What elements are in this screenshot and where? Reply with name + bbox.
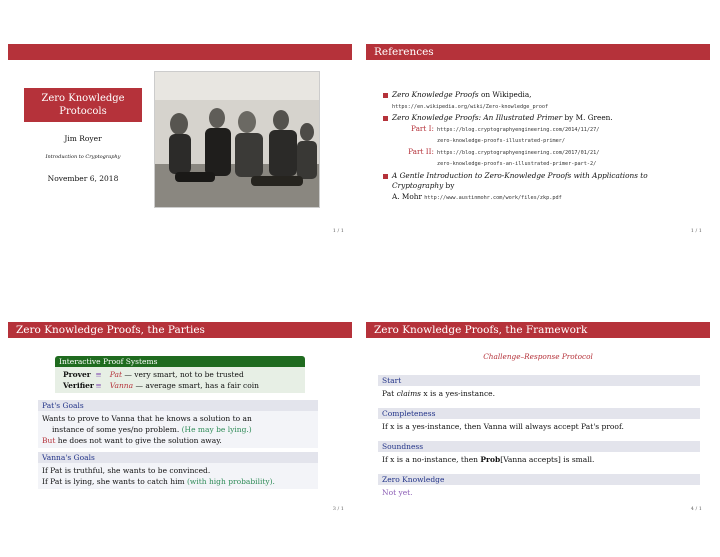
verifier-name: Vanna — [109, 381, 134, 390]
start-body — [378, 386, 700, 401]
slide2-title: References — [374, 46, 434, 58]
vanna-goal-line: If Pat is truthful, she wants to be convinced. — [42, 466, 211, 475]
ref-title: A Gentle Introduction to Zero-Knowledge Proofs with Applications to Cryptography — [392, 170, 648, 190]
slide1-page-number: 1 / 1 — [332, 228, 344, 234]
protocol-subtitle: Challenge–Response Protocol — [483, 352, 593, 361]
zk-head: Zero Knowledge — [378, 474, 700, 485]
equiv-symbol: ≡ — [95, 370, 102, 379]
historic-photo — [154, 71, 320, 208]
pat-goal-but: But — [42, 436, 56, 445]
slide3-title-bar — [8, 322, 352, 338]
soundness-text: [Vanna accepts] is small. — [500, 455, 595, 464]
pat-goal-line: instance of some yes/no problem. — [52, 425, 180, 434]
slide-references — [366, 40, 710, 245]
bullet-icon — [383, 174, 388, 179]
slide3-page-number: 3 / 1 — [332, 506, 344, 512]
ref-item — [392, 113, 692, 170]
start-claims: claims — [396, 389, 422, 398]
vanna-goals-head: Vanna's Goals — [38, 452, 318, 463]
completeness-block — [378, 408, 700, 434]
soundness-body — [378, 452, 700, 467]
equiv-symbol: ≡ — [95, 381, 102, 390]
part1-label: Part I: — [410, 123, 434, 133]
ref-suffix: by M. Green. — [562, 113, 613, 122]
part1-url-b[interactable]: zero-knowledge-proofs-illustrated-primer/ — [437, 138, 566, 144]
slide-framework — [366, 318, 710, 523]
references-list — [392, 90, 692, 203]
soundness-block — [378, 441, 700, 467]
ref-title: Zero Knowledge Proofs: An Illustrated Primer — [392, 113, 563, 122]
slide-parties — [8, 318, 352, 523]
ref-url[interactable]: https://en.wikipedia.org/wiki/Zero-knowledge_proof — [392, 103, 549, 110]
completeness-head: Completeness — [378, 408, 700, 419]
soundness-head: Soundness — [378, 441, 700, 452]
start-text: Pat — [382, 389, 395, 398]
ref-item — [392, 90, 692, 112]
date: November 6, 2018 — [47, 174, 119, 183]
slide1-top-bar — [8, 44, 352, 60]
ref-author: A. Mohr — [392, 191, 422, 201]
title-box — [24, 88, 142, 122]
pat-goals-body — [38, 411, 318, 448]
part2-label: Part II: — [408, 146, 434, 156]
slide3-title: Zero Knowledge Proofs, the Parties — [16, 324, 205, 336]
prover-label: Prover — [63, 370, 91, 379]
vanna-goals-block — [38, 452, 318, 489]
slide2-page-number: 1 / 1 — [690, 228, 702, 234]
vanna-goals-body — [38, 463, 318, 489]
pat-goal-line: Wants to prove to Vanna that he knows a solution to an — [42, 414, 252, 423]
pat-goals-block — [38, 400, 318, 448]
ref-item — [392, 171, 692, 204]
presentation-title: Zero Knowledge Protocols — [41, 93, 125, 117]
slide4-title-bar — [366, 322, 710, 338]
ref-url[interactable]: http://www.austinmohr.com/work/files/zkp.pdf — [424, 194, 562, 201]
zk-body: Not yet. — [382, 488, 413, 497]
zero-knowledge-block — [378, 474, 700, 500]
start-text: x is a yes-instance. — [423, 389, 495, 398]
ips-body — [55, 367, 305, 393]
ips-block — [55, 356, 305, 393]
vanna-goal-aside: (with high probability). — [186, 477, 275, 486]
prover-name: Pat — [109, 370, 122, 379]
slide2-title-bar — [366, 44, 710, 60]
vanna-goal-line: If Pat is lying, she wants to catch him — [42, 477, 185, 486]
bullet-icon — [383, 93, 388, 98]
part1-url-a[interactable]: https://blog.cryptographyengineering.com/2014/11/27/ — [437, 126, 600, 133]
slide4-title: Zero Knowledge Proofs, the Framework — [374, 324, 588, 336]
ips-head: Interactive Proof Systems — [55, 356, 305, 367]
start-head: Start — [378, 375, 700, 386]
soundness-prob: Prob — [480, 455, 501, 464]
pat-goal-aside: (He may be lying.) — [181, 425, 252, 434]
start-block — [378, 375, 700, 401]
author: Jim Royer — [64, 134, 102, 143]
pat-goals-head: Pat's Goals — [38, 400, 318, 411]
part2-url-a[interactable]: https://blog.cryptographyengineering.com/2017/01/21/ — [437, 149, 600, 156]
completeness-body: If x is a yes-instance, then Vanna will always accept Pat's proof. — [382, 422, 624, 431]
course: Introduction to Cryptography — [45, 154, 121, 160]
slide-title — [8, 40, 352, 245]
ref-suffix: by — [443, 181, 455, 190]
bullet-icon — [383, 116, 388, 121]
slide4-page-number: 4 / 1 — [690, 506, 702, 512]
soundness-text: If x is a no-instance, then — [382, 455, 479, 464]
ref-title: Zero Knowledge Proofs — [392, 90, 479, 99]
verifier-label: Verifier — [63, 381, 94, 390]
part2-url-b[interactable]: zero-knowledge-proofs-an-illustrated-primer-part-2/ — [437, 161, 597, 167]
verifier-desc: — average smart, has a fair coin — [135, 381, 259, 390]
prover-desc: — very smart, not to be trusted — [124, 370, 244, 379]
ref-suffix: on Wikipedia, — [478, 90, 532, 99]
pat-goal-line: he does not want to give the solution away. — [57, 436, 222, 445]
